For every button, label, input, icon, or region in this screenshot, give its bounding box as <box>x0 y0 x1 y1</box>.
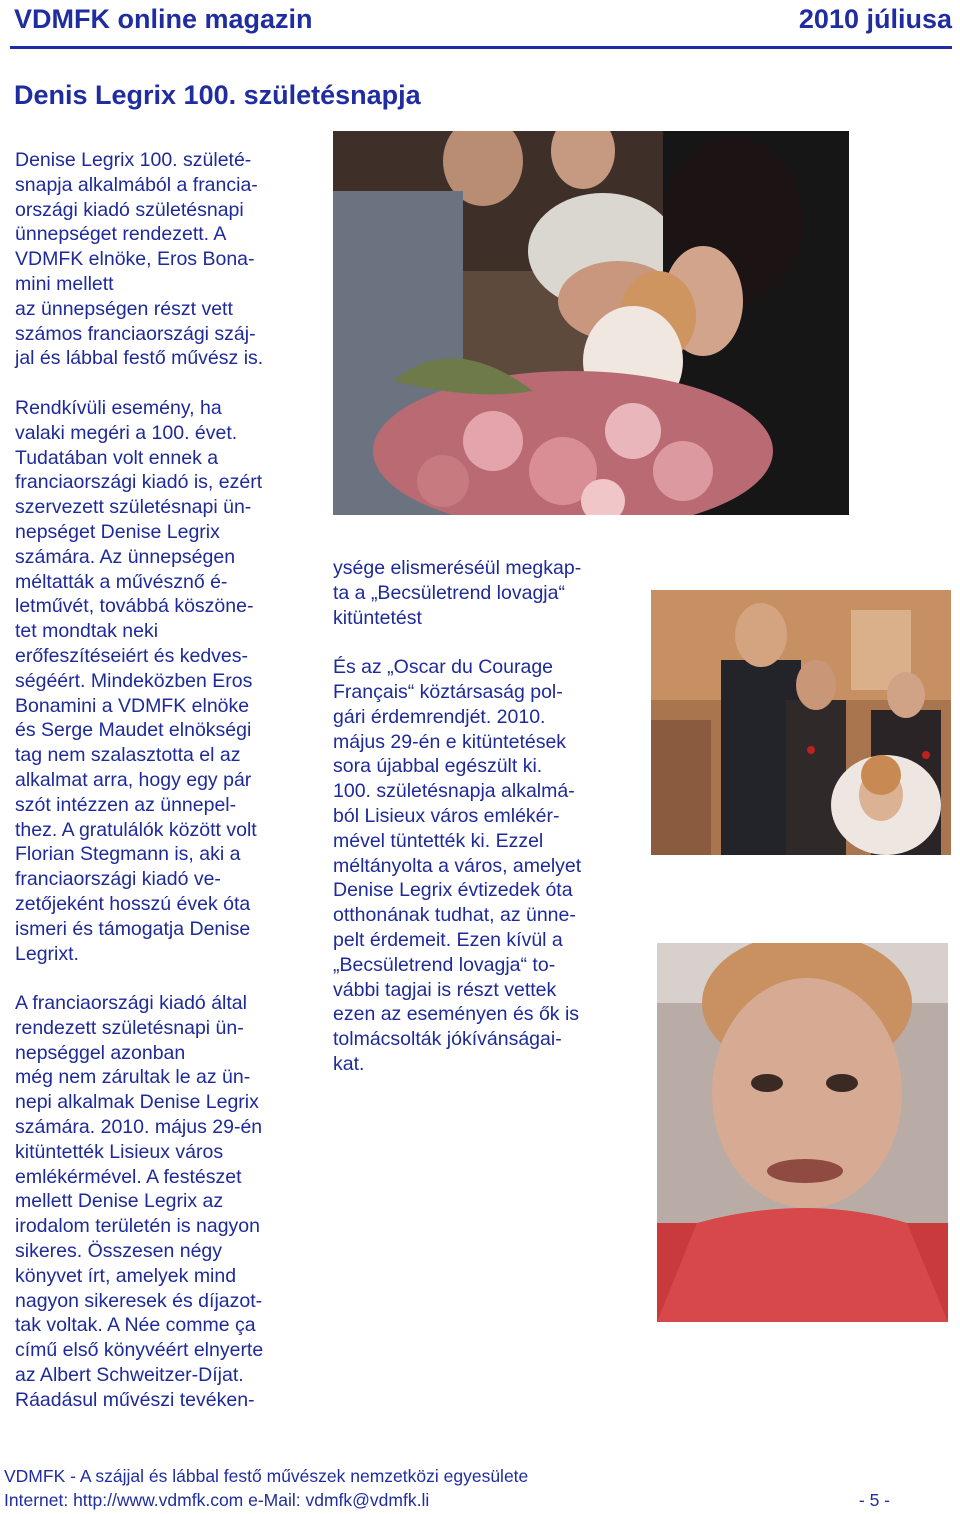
photo-portrait <box>657 943 948 1322</box>
text-line: és Serge Maudet elnökségi <box>15 719 252 742</box>
text-line: nepi alkalmak Denise Legrix <box>15 1091 259 1114</box>
text-line: Denise Legrix 100. születé- <box>15 149 252 171</box>
text-line: az ünnepségen részt vett <box>15 297 233 320</box>
issue-date: 2010 júliusa <box>798 4 952 34</box>
text-line: Denise Legrix évtizedek óta <box>333 879 573 902</box>
text-line: snapja alkalmából a francia- <box>15 173 258 196</box>
text-line: számos franciaországi száj- <box>15 322 256 345</box>
text-line: 100. születésnapja alkalmá- <box>333 780 575 803</box>
text-line: pelt érdemeit. Ezen kívül a <box>333 928 563 951</box>
text-line: jal és lábbal festő művész is. <box>15 347 264 370</box>
text-line: számára. 2010. május 29-én <box>15 1116 263 1139</box>
text-line: sora újabbal egészült ki. <box>333 755 543 778</box>
magazine-title: VDMFK online magazin <box>14 4 313 34</box>
text-line: Bonamini a VDMFK elnöke <box>15 694 250 717</box>
footer-contact: Internet: http://www.vdmfk.com e-Mail: vdmfk@vdmfk.li <box>4 1490 430 1510</box>
text-line: nepséget Denise Legrix <box>15 520 220 543</box>
text-line: méltányolta a város, amelyet <box>333 854 582 877</box>
text-line: ünnepséget rendezett. A <box>15 223 227 246</box>
text-line: sikeres. Összesen négy <box>15 1240 223 1263</box>
paragraph-gap <box>15 966 315 991</box>
text-line: számára. Az ünnepségen <box>15 545 236 568</box>
text-line: című első könyvéért elnyerte <box>15 1339 264 1362</box>
right-text-column <box>333 556 623 1077</box>
text-line: zetőjeként hosszú évek óta <box>15 892 251 915</box>
text-line: ezen az eseményen és ők is <box>333 1003 580 1026</box>
text-line: nagyon sikeresek és díjazot- <box>15 1289 263 1312</box>
left-text-column <box>15 148 315 1413</box>
text-line: Rendkívüli esemény, ha <box>15 396 222 419</box>
text-line: franciaországi kiadó is, ezért <box>15 471 263 494</box>
text-line: valaki megéri a 100. évet. <box>15 421 238 444</box>
text-line: erőfeszítéseiért és kedves- <box>15 644 249 667</box>
text-line: Ráadásul művészi tevéken- <box>15 1388 255 1411</box>
text-line: És az „Oscar du Courage <box>333 656 554 679</box>
text-line: szervezett születésnapi ün- <box>15 496 252 519</box>
text-line: kitüntetést <box>333 606 422 629</box>
text-line: méltatták a művésznő é- <box>15 570 228 593</box>
paragraph-gap <box>15 371 315 396</box>
text-line: rendezett születésnapi ün- <box>15 1016 244 1039</box>
text-line: A franciaországi kiadó által <box>15 992 247 1015</box>
text-line: ségéért. Mindeközben Eros <box>15 669 253 692</box>
text-line: otthonának tudhat, az ünne- <box>333 904 576 927</box>
photo-award-ceremony <box>651 590 951 855</box>
text-line: tet mondtak neki <box>15 620 159 643</box>
header-rule <box>10 46 952 49</box>
text-line: szót intézzen az ünnepel- <box>15 793 237 816</box>
text-line: mini mellett <box>15 272 114 295</box>
text-line: tolmácsolták jókívánságai- <box>333 1028 562 1051</box>
text-line: emlékérmével. A festészet <box>15 1165 242 1188</box>
text-line: mellett Denise Legrix az <box>15 1190 224 1213</box>
text-line: franciaországi kiadó ve- <box>15 868 221 891</box>
text-line: ból Lisieux város emlékér- <box>333 804 560 827</box>
article-title: Denis Legrix 100. születésnapja <box>14 80 421 110</box>
text-line: thez. A gratulálók között volt <box>15 818 257 841</box>
text-line: mével tüntették ki. Ezzel <box>333 829 544 852</box>
text-line: letművét, továbbá köszöne- <box>15 595 254 618</box>
text-line: tag nem szalasztotta el az <box>15 744 241 767</box>
text-line: kat. <box>333 1052 365 1075</box>
text-line: „Becsületrend lovagja“ to- <box>333 953 556 976</box>
text-line: vábbi tagjai is részt vettek <box>333 978 557 1001</box>
text-line: tak voltak. A Née comme ça <box>15 1314 256 1337</box>
text-line: gári érdemrendjét. 2010. <box>333 705 546 728</box>
text-line: Florian Stegmann is, aki a <box>15 843 241 866</box>
paragraph-gap <box>333 630 623 655</box>
text-line: ysége elismeréséül megkap- <box>333 557 582 579</box>
text-line: könyvet írt, amelyek mind <box>15 1264 237 1287</box>
text-line: Français“ köztársaság pol- <box>333 680 563 703</box>
text-line: országi kiadó születésnapi <box>15 198 244 221</box>
footer-organization: VDMFK - A szájjal és lábbal festő művészek nemzetközi egyesülete <box>4 1466 529 1486</box>
page-number: - 5 - <box>858 1490 890 1510</box>
text-line: ta a „Becsületrend lovagja“ <box>333 581 565 604</box>
text-line: Legrixt. <box>15 942 79 965</box>
text-line: alkalmat arra, hogy egy pár <box>15 768 252 791</box>
text-line: Tudatában volt ennek a <box>15 446 219 469</box>
text-line: az Albert Schweitzer-Díjat. <box>15 1364 244 1387</box>
text-line: ismeri és támogatja Denise <box>15 917 251 940</box>
text-line: irodalom területén is nagyon <box>15 1215 260 1238</box>
text-line: még nem zárultak le az ün- <box>15 1066 251 1089</box>
text-line: nepséggel azonban <box>15 1041 186 1064</box>
text-line: május 29-én e kitüntetések <box>333 730 567 753</box>
photo-celebration-bouquet <box>333 131 849 515</box>
text-line: kitüntették Lisieux város <box>15 1140 224 1163</box>
text-line: VDMFK elnöke, Eros Bona- <box>15 248 255 271</box>
